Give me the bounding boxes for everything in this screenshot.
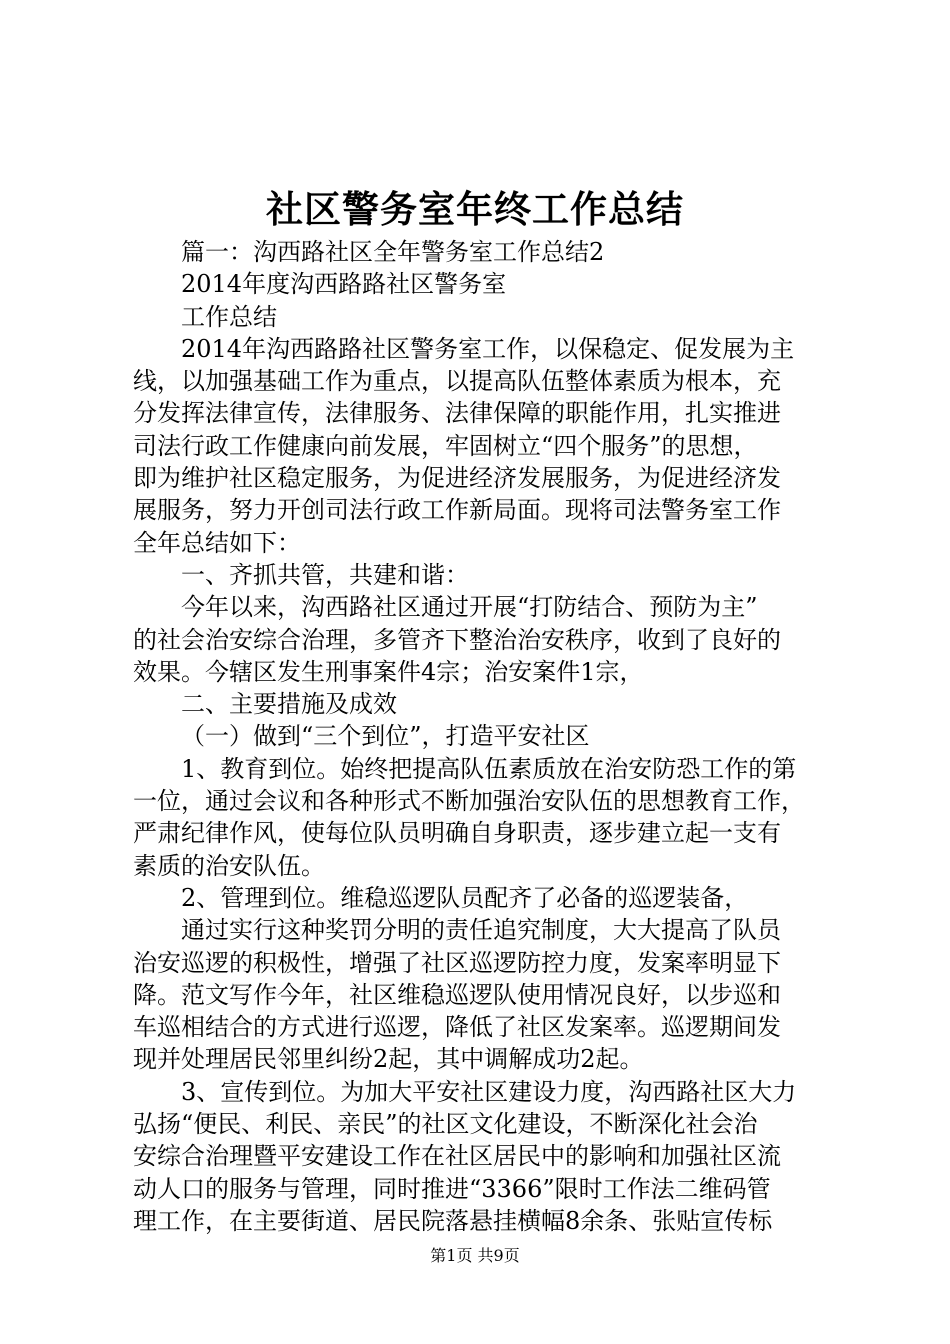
document-body (133, 236, 833, 1237)
text-line: 素质的治安队伍。 (133, 851, 325, 880)
document-title: 社区警务室年终工作总结 (266, 187, 684, 231)
text-line: 效果。今辖区发生刑事案件4宗；治安案件1宗， (133, 657, 644, 686)
text-line: 1、教育到位。始终把提高队伍素质放在治安防恐工作的第 (181, 754, 797, 783)
text-line: 2、管理到位。维稳巡逻队员配齐了必备的巡逻装备， (181, 883, 749, 912)
text-line: 弘扬“便民、利民、亲民”的社区文化建设，不断深化社会治 (133, 1110, 758, 1139)
text-line: 全年总结如下： (133, 528, 301, 557)
text-line: 的社会治安综合治理，多管齐下整治治安秩序，收到了良好的 (133, 625, 781, 654)
text-line: 理工作，在主要街道、居民院落悬挂横幅8余条、张贴宣传标 (133, 1206, 773, 1235)
text-line: 安综合治理暨平安建设工作在社区居民中的影响和加强社区流 (133, 1142, 781, 1171)
text-line: 治安巡逻的积极性，增强了社区巡逻防控力度，发案率明显下 (133, 948, 781, 977)
text-line: 动人口的服务与管理，同时推进“3366”限时工作法二维码管 (133, 1174, 771, 1203)
text-line: 篇一：沟西路社区全年警务室工作总结2 (181, 238, 605, 266)
text-line: 司法行政工作健康向前发展，牢固树立“四个服务”的思想， (133, 431, 758, 460)
text-line: 分发挥法律宣传，法律服务、法律保障的职能作用，扎实推进 (133, 399, 781, 428)
text-line: 二、主要措施及成效 (181, 690, 397, 719)
text-line: 即为维护社区稳定服务，为促进经济发展服务，为促进经济发 (133, 464, 781, 493)
text-line: 一位，通过会议和各种形式不断加强治安队伍的思想教育工作， (133, 787, 805, 816)
text-line: 3、宣传到位。为加大平安社区建设力度，沟西路社区大力 (181, 1077, 797, 1106)
text-line: 2014年沟西路路社区警务室工作，以保稳定、促发展为主 (181, 334, 795, 363)
text-line: 线，以加强基础工作为重点，以提高队伍整体素质为根本，充 (133, 367, 781, 396)
page-footer: 第1页 共9页 (430, 1246, 520, 1265)
text-line: 今年以来，沟西路社区通过开展“打防结合、预防为主” (181, 593, 758, 622)
text-line: 严肃纪律作风，使每位队员明确自身职责，逐步建立起一支有 (133, 819, 781, 848)
text-line: 2014年度沟西路路社区警务室 (181, 270, 507, 299)
text-line: 一、齐抓共管，共建和谐： (181, 560, 469, 589)
text-line: 车巡相结合的方式进行巡逻，降低了社区发案率。巡逻期间发 (133, 1013, 781, 1042)
text-line: 降。范文写作今年，社区维稳巡逻队使用情况良好，以步巡和 (133, 980, 781, 1009)
text-line: 工作总结 (181, 302, 277, 331)
text-line: 现并处理居民邻里纠纷2起，其中调解成功2起。 (133, 1045, 644, 1074)
text-line: （一）做到“三个到位”，打造平安社区 (181, 722, 590, 751)
text-line: 展服务，努力开创司法行政工作新局面。现将司法警务室工作 (133, 496, 781, 525)
text-line: 通过实行这种奖罚分明的责任追究制度，大大提高了队员 (181, 916, 781, 945)
